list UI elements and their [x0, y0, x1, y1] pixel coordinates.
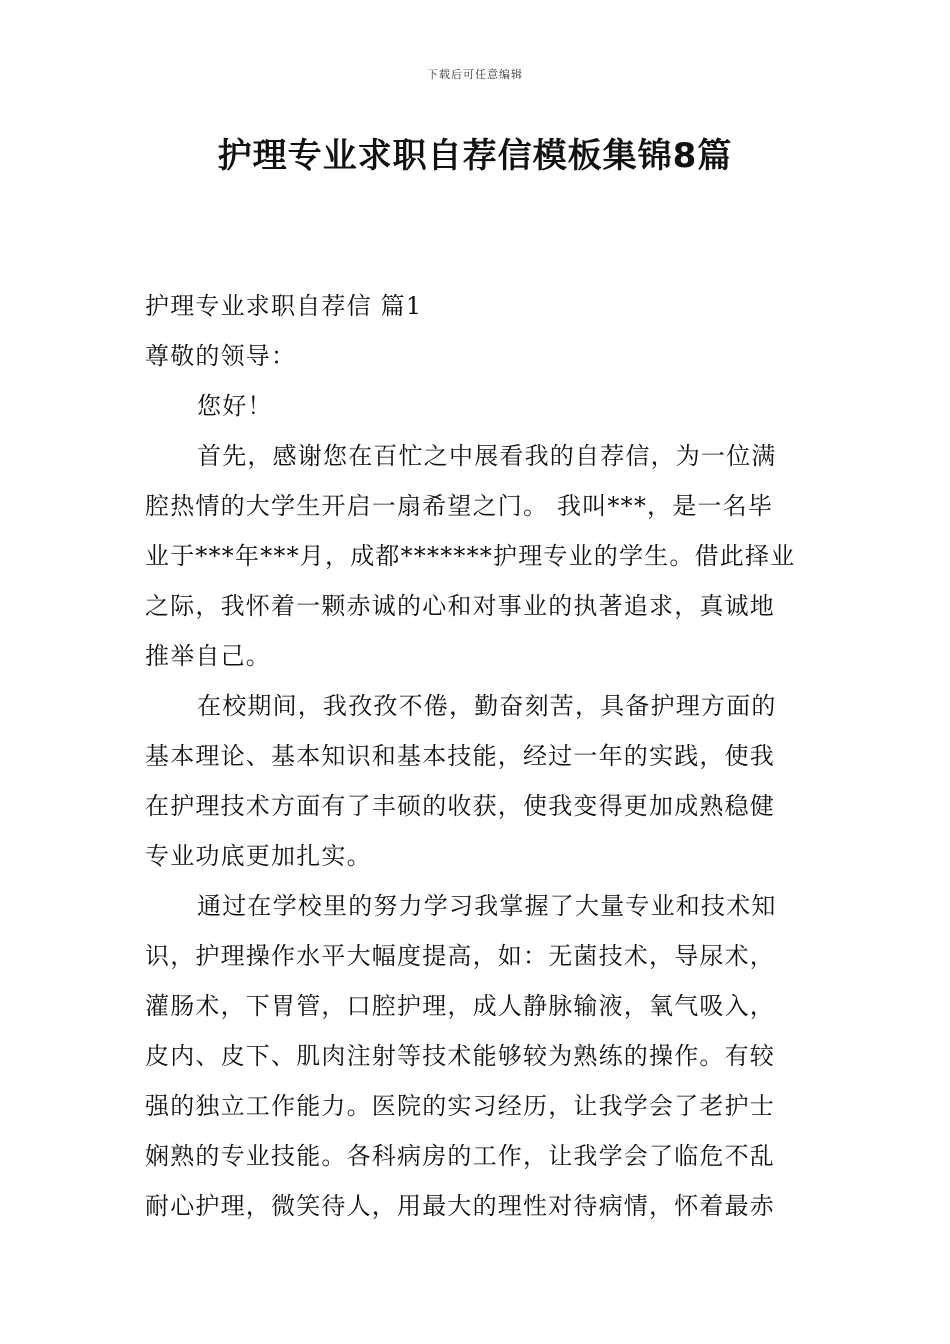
- body-line: 腔热情的大学生开启一扇希望之门。 我叫***，是一名毕: [145, 492, 774, 520]
- body-line: 皮内、皮下、肌肉注射等技术能够较为熟练的操作。有较: [145, 1042, 775, 1070]
- body-line: 首先，感谢您在百忙之中展看我的自荐信，为一位满: [197, 442, 777, 470]
- body-line: 之际，我怀着一颗赤诚的心和对事业的执著追求，真诚地: [145, 592, 775, 620]
- body-line: 推举自己。: [145, 642, 271, 670]
- body-line: 业于***年***月，成都*******护理专业的学生。借此择业: [145, 542, 796, 570]
- body-line: 在护理技术方面有了丰硕的收获，使我变得更加成熟稳健: [145, 792, 775, 820]
- body-line: 在校期间，我孜孜不倦，勤奋刻苦，具备护理方面的: [197, 692, 777, 720]
- letter-body: [145, 281, 807, 1231]
- body-line: 强的独立工作能力。医院的实习经历，让我学会了老护士: [145, 1092, 775, 1120]
- section-heading: 护理专业求职自荐信 篇1: [145, 292, 423, 320]
- body-lines: [145, 431, 807, 1231]
- salutation: 尊敬的领导：: [145, 342, 297, 370]
- greeting: 您好！: [197, 392, 273, 420]
- body-line: 通过在学校里的努力学习我掌握了大量专业和技术知: [197, 892, 777, 920]
- body-line: 识，护理操作水平大幅度提高，如：无菌技术，导尿术，: [145, 942, 775, 970]
- body-line: 娴熟的专业技能。各科病房的工作，让我学会了临危不乱: [145, 1142, 775, 1170]
- body-line: 专业功底更加扎实。: [145, 842, 372, 870]
- body-line: 耐心护理，微笑待人，用最大的理性对待病情，怀着最赤: [145, 1192, 775, 1220]
- body-line: 基本理论、基本知识和基本技能，经过一年的实践，使我: [145, 742, 775, 770]
- body-line: 灌肠术，下胃管，口腔护理，成人静脉输液，氧气吸入，: [145, 992, 775, 1020]
- header-note: 下载后可任意编辑: [427, 68, 523, 81]
- document-title: 护理专业求职自荐信模板集锦8篇: [217, 136, 733, 176]
